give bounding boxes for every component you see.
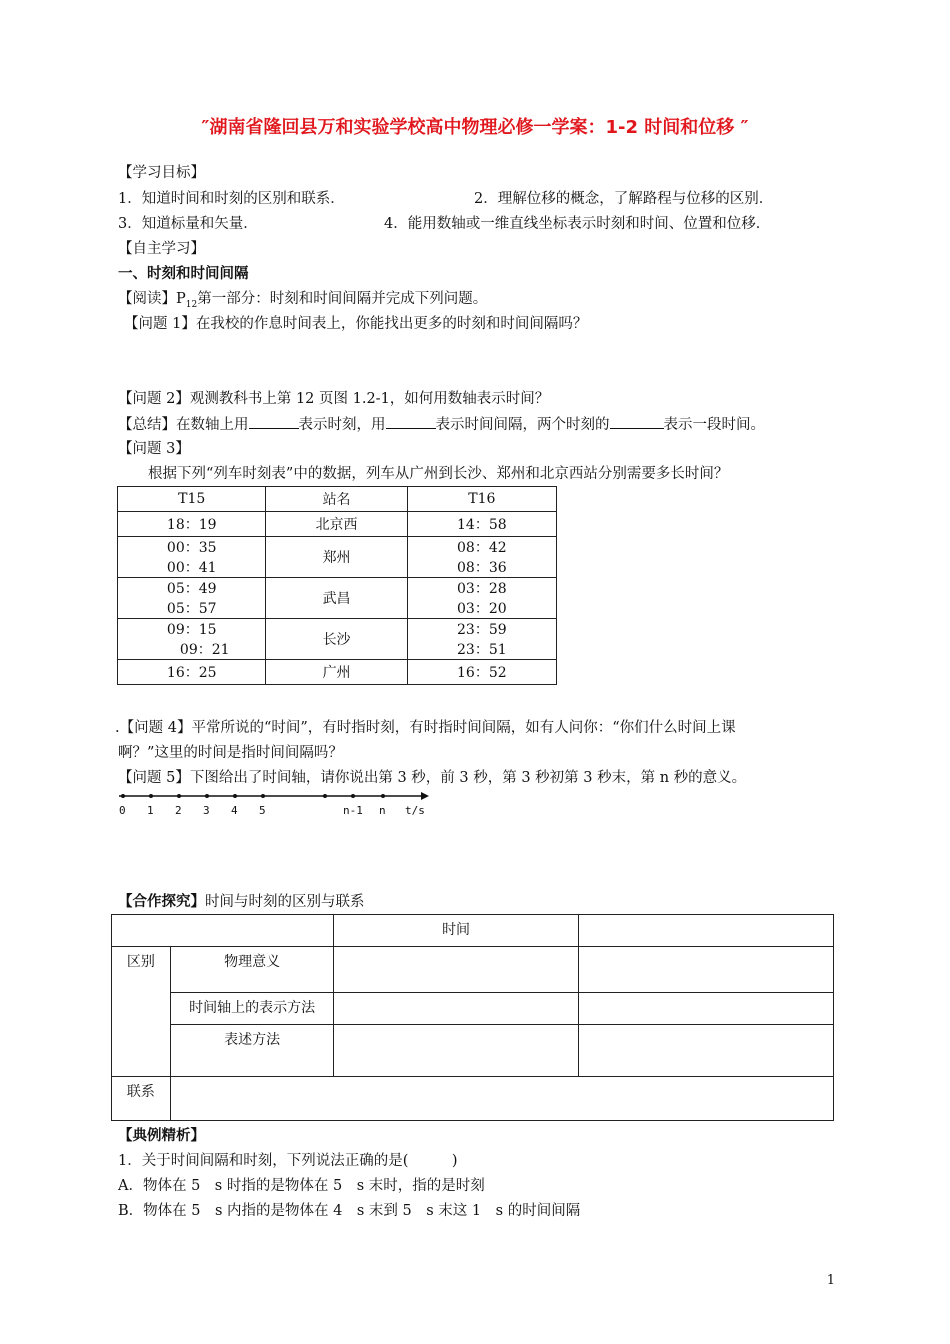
- summary-line: [118, 414, 765, 435]
- question-5: 【问题 5】下图给出了时间轴，请你说出第 3 秒，前 3 秒，第 3 秒初第 3 秒末，第 n 秒的意义。: [118, 770, 747, 786]
- question-1: 【问题 1】在我校的作息时间表上，你能找出更多的时刻和时间间隔吗？: [124, 316, 588, 332]
- question-3: 【问题 3】: [118, 441, 190, 457]
- axis-label: 4: [231, 804, 238, 817]
- axis-label: 5: [259, 804, 266, 817]
- table-row: [118, 578, 557, 619]
- question-3-text: 根据下列“列车时刻表”中的数据，列车从广州到长沙、郑州和北京西站分别需要多长时间？: [148, 466, 729, 482]
- goals-heading: 【学习目标】: [118, 165, 205, 181]
- section-1-heading: 一、时刻和时间间隔: [118, 266, 249, 282]
- goal-4: 4．能用数轴或一维直线坐标表示时刻和时间、位置和位移．: [384, 216, 771, 232]
- table-row: [118, 512, 557, 537]
- header-station: 站名: [266, 487, 407, 512]
- header-time: 时间: [334, 915, 578, 947]
- question-2: 【问题 2】观测教科书上第 12 页图 1.2-1，如何用数轴表示时间？: [118, 391, 550, 407]
- axis-label: n: [379, 804, 386, 817]
- goal-1: 1．知道时间和时刻的区别和联系．: [118, 191, 345, 207]
- axis-label: 0: [119, 804, 126, 817]
- header-t15: T15: [118, 487, 266, 512]
- row-expression: 表述方法: [170, 1025, 334, 1077]
- table-row: [118, 619, 557, 660]
- axis-tick: [351, 794, 355, 798]
- axis-label: 1: [147, 804, 154, 817]
- axis-tick: [381, 794, 385, 798]
- t16-time: 03：28 03：20: [407, 578, 556, 619]
- option-a: A．物体在 5 s 时指的是物体在 5 s 末时，指的是时刻: [118, 1178, 485, 1194]
- summary-part-3: 表示时间间隔，两个时刻的: [435, 417, 610, 433]
- cooperate-bold: 【合作探究】: [118, 894, 205, 910]
- station-name: 郑州: [266, 537, 407, 578]
- page-number: 1: [826, 1273, 835, 1288]
- cooperate-heading: [118, 892, 365, 912]
- cooperate-text: 时间与时刻的区别与联系: [205, 894, 365, 910]
- t16-time: 14：58: [407, 512, 556, 537]
- axis-tick: [323, 794, 327, 798]
- t16-time: 23：59 23：51: [407, 619, 556, 660]
- summary-part-1: 【总结】在数轴上用: [118, 417, 249, 433]
- axis-label: 3: [203, 804, 210, 817]
- axis-label: t/s: [405, 804, 425, 817]
- header-t16: T16: [407, 487, 556, 512]
- reading-prefix: 【阅读】P: [118, 291, 186, 307]
- reading-rest: 第一部分：时刻和时间间隔并完成下列问题。: [197, 291, 488, 307]
- answer-cell[interactable]: [578, 993, 833, 1025]
- train-timetable: [117, 486, 557, 685]
- table-row: [118, 537, 557, 578]
- station-name: 北京西: [266, 512, 407, 537]
- t15-time: 00：35 00：41: [118, 537, 266, 578]
- goal-3: 3．知道标量和矢量．: [118, 216, 258, 232]
- answer-cell[interactable]: [578, 947, 833, 993]
- blank-2[interactable]: [386, 414, 436, 429]
- page-title: ″湖南省隆回县万和实验学校高中物理必修一学案：1-2 时间和位移 ″: [201, 117, 749, 138]
- t16-time: 08：42 08：36: [407, 537, 556, 578]
- option-b: B．物体在 5 s 内指的是物体在 4 s 末到 5 s 末这 1 s 的时间间隔: [118, 1203, 581, 1219]
- reading-sub: 12: [185, 299, 198, 310]
- answer-cell[interactable]: [170, 1077, 833, 1121]
- axis-arrow: [421, 792, 429, 800]
- station-name: 武昌: [266, 578, 407, 619]
- summary-part-4: 表示一段时间。: [663, 417, 765, 433]
- relation-label: 联系: [112, 1077, 171, 1121]
- axis-tick: [149, 794, 153, 798]
- comparison-table: [111, 914, 834, 1121]
- example-1: 1．关于时间间隔和时刻，下列说法正确的是( ): [118, 1153, 458, 1169]
- blank-1[interactable]: [249, 414, 299, 429]
- t15-time: 09：15 09：21: [118, 619, 266, 660]
- axis-tick: [121, 794, 125, 798]
- t15-time: 16：25: [118, 660, 266, 685]
- t15-time: 18：19: [118, 512, 266, 537]
- axis-label: n-1: [343, 804, 363, 817]
- axis-tick: [233, 794, 237, 798]
- answer-cell[interactable]: [334, 993, 578, 1025]
- summary-part-2: 表示时刻，用: [298, 417, 386, 433]
- question-4-line-1: .【问题 4】平常所说的“时间”，有时指时刻，有时指时间间隔，如有人问你：“你们什么时间上课: [115, 720, 736, 736]
- distinction-label: 区别: [112, 947, 171, 1077]
- axis-label: 2: [175, 804, 182, 817]
- answer-cell[interactable]: [578, 1025, 833, 1077]
- answer-cell[interactable]: [334, 947, 578, 993]
- self-study-heading: 【自主学习】: [118, 241, 205, 257]
- answer-cell[interactable]: [334, 1025, 578, 1077]
- row-axis-representation: 时间轴上的表示方法: [170, 993, 334, 1025]
- reading-line: [118, 289, 487, 315]
- question-4-line-2: 啊？”这里的时间是指时间间隔吗？: [118, 745, 343, 761]
- row-physical-meaning: 物理意义: [170, 947, 334, 993]
- header-moment: [578, 915, 833, 947]
- axis-tick: [177, 794, 181, 798]
- table-row: [118, 660, 557, 685]
- time-axis: [115, 788, 435, 818]
- station-name: 长沙: [266, 619, 407, 660]
- corner-cell: [112, 915, 334, 947]
- t16-time: 16：52: [407, 660, 556, 685]
- examples-heading: 【典例精析】: [118, 1128, 205, 1144]
- blank-3[interactable]: [610, 414, 664, 429]
- goal-2: 2．理解位移的概念，了解路程与位移的区别．: [474, 191, 774, 207]
- t15-time: 05：49 05：57: [118, 578, 266, 619]
- axis-tick: [261, 794, 265, 798]
- axis-tick: [205, 794, 209, 798]
- station-name: 广州: [266, 660, 407, 685]
